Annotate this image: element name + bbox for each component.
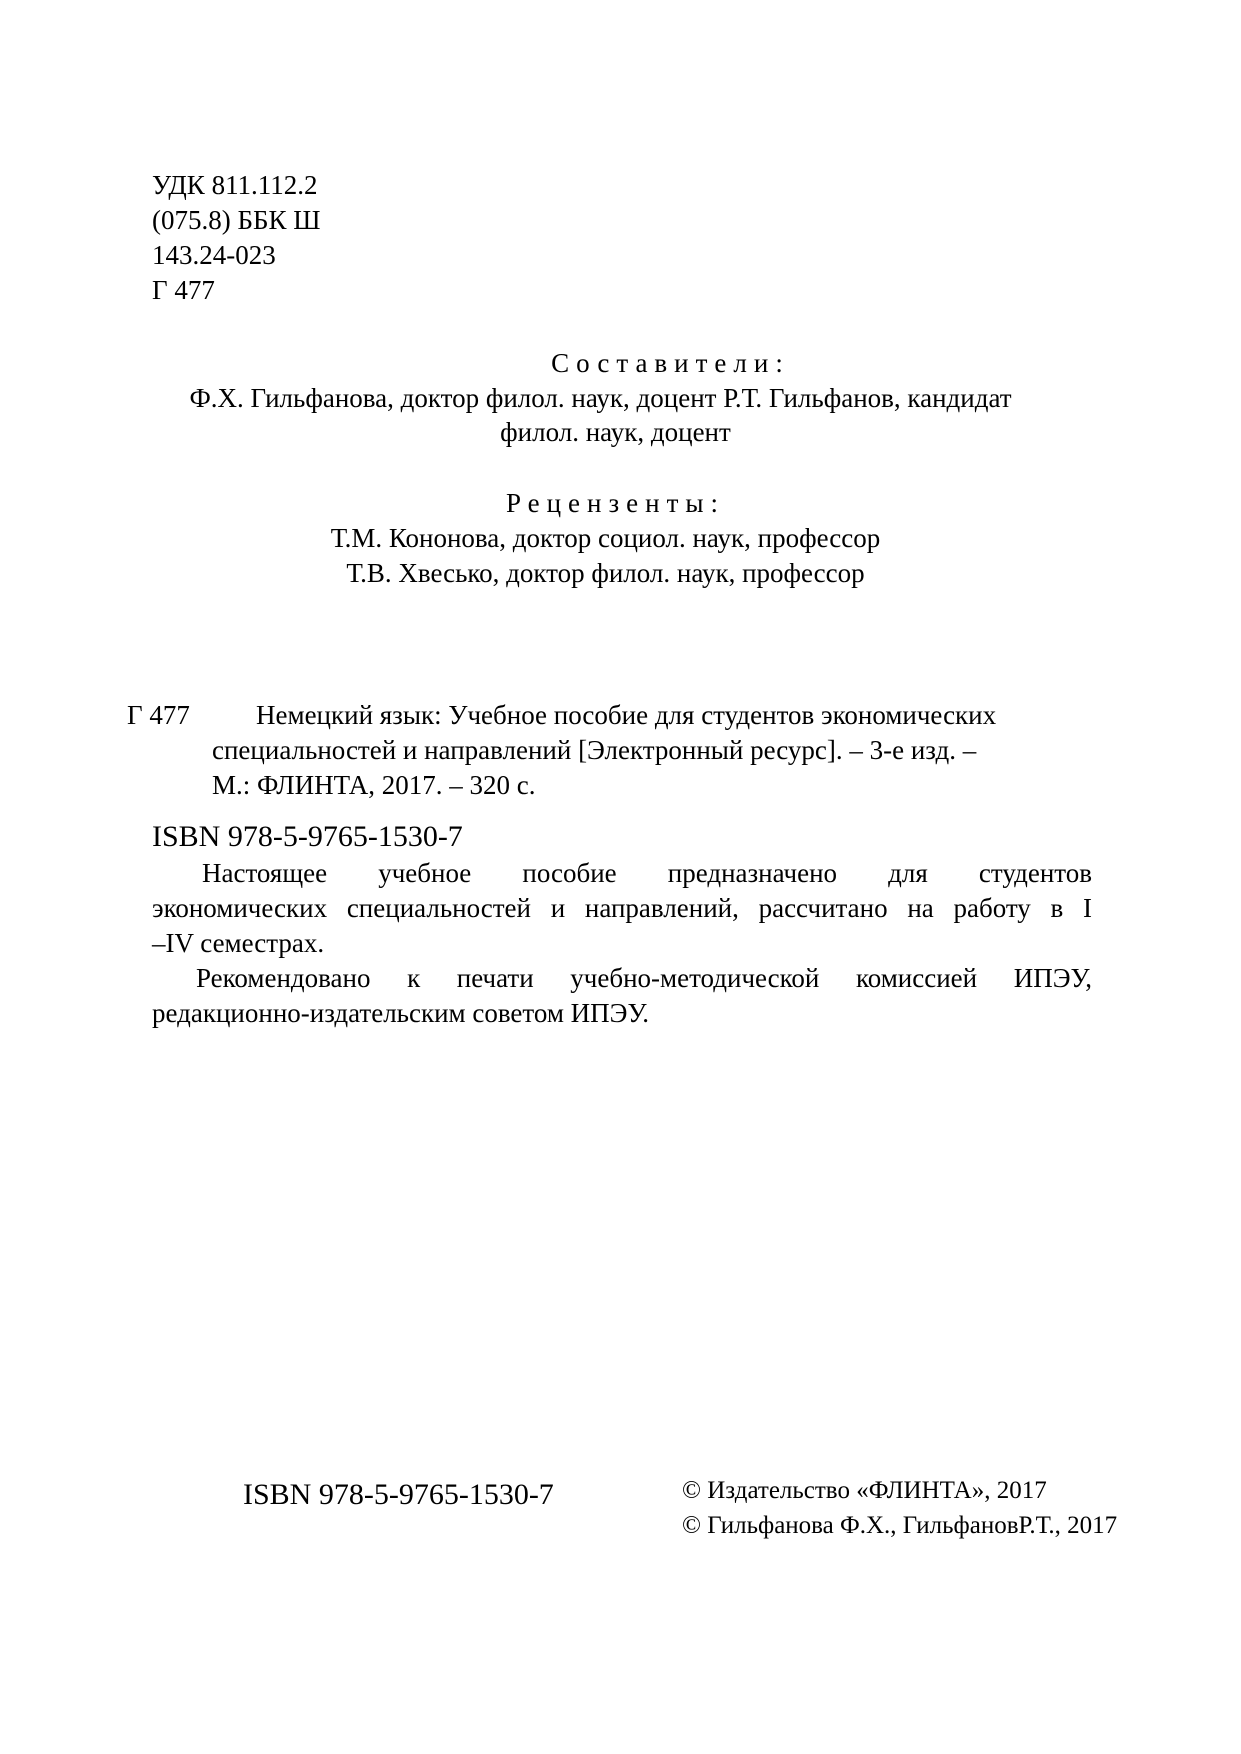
reviewers-line-2: Т.В. Хвесько, доктор филол. наук, профессор <box>346 558 865 588</box>
annotation-line-1: Настоящее учебное пособие предназначено для студентов <box>202 858 1092 888</box>
catalog-line-2: специальностей и направлений [Электронный ресурс]. – 3-е изд. – <box>212 735 977 765</box>
annotation-line-3: –IV семестрах. <box>152 928 325 958</box>
copyright-publisher: © Издательство «ФЛИНТА», 2017 <box>682 1477 1047 1504</box>
udc-line-1: УДК 811.112.2 <box>152 170 318 200</box>
isbn-main: ISBN 978-5-9765-1530-7 <box>152 820 463 853</box>
isbn-footer: ISBN 978-5-9765-1530-7 <box>243 1478 554 1511</box>
reviewers-line-1: Т.М. Кононова, доктор социол. наук, профессор <box>330 523 881 553</box>
udc-line-4: Г 477 <box>152 275 215 305</box>
annotation-line-2: экономических специальностей и направлений, рассчитано на работу в I <box>152 893 1092 923</box>
annotation-line-5: редакционно-издательским советом ИПЭУ. <box>152 998 649 1028</box>
catalog-line-1: Немецкий язык: Учебное пособие для студентов экономических <box>256 700 997 730</box>
copyright-authors: © Гильфанова Ф.Х., ГильфановР.Т., 2017 <box>682 1512 1118 1539</box>
compilers-line-2: филол. наук, доцент <box>500 417 731 447</box>
compilers-line-1: Ф.Х. Гильфанова, доктор филол. наук, доцент Р.Т. Гильфанов, кандидат <box>189 383 1012 413</box>
udc-line-2: (075.8) ББК Ш <box>152 205 321 235</box>
annotation-line-4: Рекомендовано к печати учебно-методической комиссией ИПЭУ, <box>196 963 1092 993</box>
udc-line-3: 143.24-023 <box>152 240 276 270</box>
compilers-heading: Составители: <box>551 348 790 378</box>
reviewers-heading: Рецензенты: <box>505 488 726 518</box>
catalog-code: Г 477 <box>127 700 190 730</box>
catalog-line-3: М.: ФЛИНТА, 2017. – 320 с. <box>212 770 536 800</box>
